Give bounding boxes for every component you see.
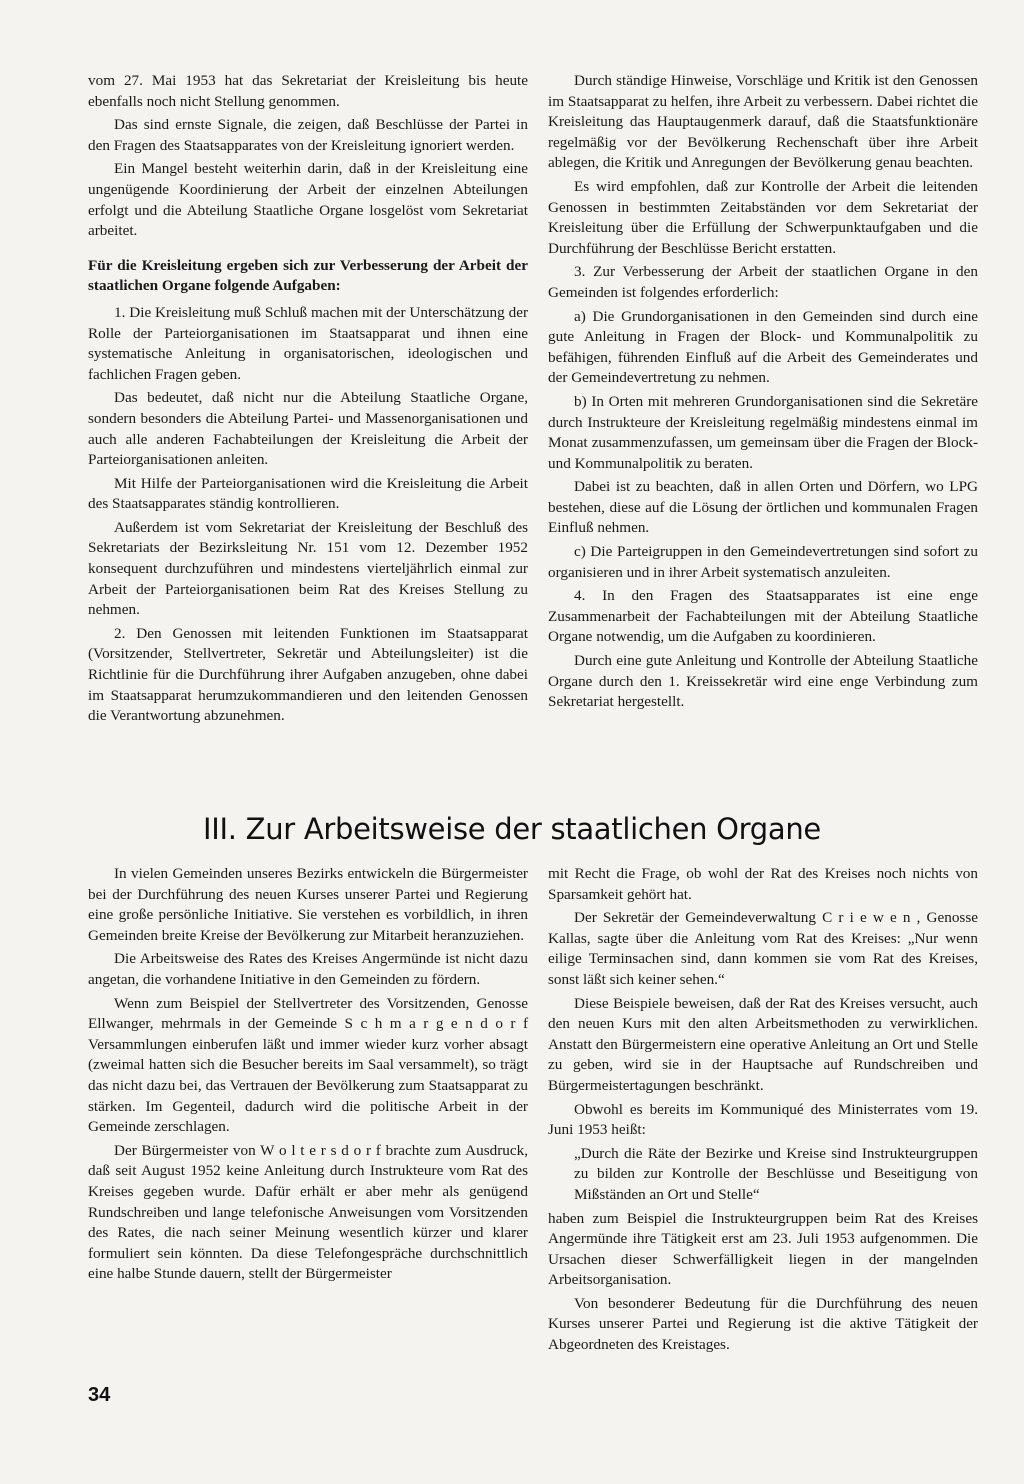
- paragraph: 2. Den Genossen mit leitenden Funktionen im Staatsapparat (Vorsitzender, Stellvertreter, Sekretär und Abteilungsleiter) ist die Richtlinie für die Durchführung ihrer Aufgaben anzugeben, ohne dabei im Staatsapparat herumzukommandieren und den leitenden Genossen die Verantwortung abzunehmen.: [88, 624, 528, 725]
- paragraph: 4. In den Fragen des Staatsapparates ist eine enge Zusammenarbeit der Fachabteilungen mit der Abteilung Staatliche Organe notwendig, um die Aufgaben zu koordinieren.: [548, 587, 978, 646]
- paragraph: 3. Zur Verbesserung der Arbeit der staatlichen Organe in den Gemeinden ist folgendes erforderlich:: [548, 263, 978, 301]
- paragraph: 1. Die Kreisleitung muß Schluß machen mit der Unterschätzung der Rolle der Parteiorganisationen im Staatsapparat und ihnen eine systematische Anleitung in organisatorischen, ideologischen und fachlichen Fragen geben.: [88, 303, 528, 383]
- paragraph: „Durch die Räte der Bezirke und Kreise sind Instrukteurgruppen zu bilden zur Kontrolle der Beschlüsse und Beseitigung von Mißständen an Ort und Stelle“: [574, 1144, 978, 1203]
- paragraph: haben zum Beispiel die Instrukteurgruppen beim Rat des Kreises Angermünde ihre Tätigkeit erst am 23. Juli 1953 aufgenommen. Die Ursachen dieser Schwerfälligkeit liegen in der mangelnden Arbeitsorganisation.: [548, 1209, 978, 1289]
- section-heading: III. Zur Arbeitsweise der staatlichen Organe: [203, 812, 821, 846]
- paragraph: Durch eine gute Anleitung und Kontrolle der Abteilung Staatliche Organe durch den 1. Kreissekretär wird eine enge Verbindung zum Sekretariat hergestellt.: [548, 652, 978, 711]
- paragraph: Es wird empfohlen, daß zur Kontrolle der Arbeit die leitenden Genossen in bestimmten Zeitabständen vor dem Sekretariat der Kreisleitung über die Erfüllung der Schwerpunktaufgaben und die Durchführung der Beschlüsse Bericht erstatten.: [548, 177, 978, 257]
- paragraph: Das sind ernste Signale, die zeigen, daß Beschlüsse der Partei in den Fragen des Staatsapparates von der Kreisleitung ignoriert werden.: [88, 116, 528, 154]
- paragraph: mit Recht die Frage, ob wohl der Rat des Kreises noch nichts von Sparsamkeit gehört hat.: [548, 865, 978, 903]
- paragraph: Mit Hilfe der Parteiorganisationen wird die Kreisleitung die Arbeit des Staatsapparates ständig kontrollieren.: [88, 474, 528, 513]
- paragraph: vom 27. Mai 1953 hat das Sekretariat der Kreisleitung bis heute ebenfalls noch nicht Stellung genommen.: [88, 72, 528, 110]
- paragraph: a) Die Grundorganisationen in den Gemeinden sind durch eine gute Anleitung in Fragen der Block- und Kommunalpolitik zu befähigen, führenden Einfluß auf die Arbeit des Gemeinderates und der Gemeindevertretung zu nehmen.: [548, 307, 978, 387]
- page-number: 34: [88, 1384, 111, 1406]
- paragraph: c) Die Parteigruppen in den Gemeindevertretungen sind sofort zu organisieren und in ihrer Arbeit systematisch anzuleiten.: [548, 543, 978, 581]
- paragraph: Durch ständige Hinweise, Vorschläge und Kritik ist den Genossen im Staatsapparat zu helfen, ihre Arbeit zu verbessern. Dabei richtet die Kreisleitung das Hauptaugenmerk darauf, daß die Staatsfunktionäre regelmäßig vor der Bevölkerung Rechenschaft über ihre Arbeit ablegen, die Kritik und Anregungen der Bevölkerung genau beachten.: [548, 72, 978, 172]
- paragraph: Der Sekretär der Gemeindeverwaltung C r i e w e n , Genosse Kallas, sagte über die Anleitung vom Rat des Kreises: „Nur wenn eilige Terminsachen sind, dann kommen sie vom Rat des Kreises, sonst läßt sich keiner sehen.“: [548, 909, 978, 988]
- paragraph: Der Bürgermeister von W o l t e r s d o r f brachte zum Ausdruck, daß seit August 1952 keine Anleitung durch Instrukteure vom Rat des Kreises gegeben wurde. Dafür erhält er aber mehr als genügend Rundschreiben und lange telefonische Anweisungen vom Vorsitzenden des Rates, die nach seiner Meinung wesentlich kürzer und klarer formuliert sein könnten. Da diese Telefongespräche durchschnittlich eine halbe Stunde dauern, stellt der Bürgermeister: [88, 1141, 528, 1283]
- paragraph: Dabei ist zu beachten, daß in allen Orten und Dörfern, wo LPG bestehen, diese auf die Lösung der örtlichen und kommunalen Fragen Einfluß nehmen.: [548, 478, 978, 537]
- paragraph: Ein Mangel besteht weiterhin darin, daß in der Kreisleitung eine ungenügende Koordinierung der Arbeit der einzelnen Abteilungen erfolgt und die Abteilung Staatliche Organe losgelöst vom Sekretariat arbeitet.: [88, 160, 528, 240]
- paragraph: Obwohl es bereits im Kommuniqué des Ministerrates vom 19. Juni 1953 heißt:: [548, 1100, 978, 1139]
- column-bottom-left: [88, 864, 528, 1288]
- paragraph: Wenn zum Beispiel der Stellvertreter des Vorsitzenden, Genosse Ellwanger, mehrmals in der Gemeinde S c h m a r g e n d o r f Versammlungen einberufen läßt und immer wieder kurz vorher absagt (zweimal hatten sich die Besucher bereits im Saal versammelt), so trägt das nicht dazu bei, das Vertrauen der Bevölkerung zum Staatsapparat zu stärken. Im Gegenteil, dadurch wird die politische Arbeit in der Gemeinde zerschlagen.: [88, 994, 528, 1136]
- paragraph: Von besonderer Bedeutung für die Durchführung des neuen Kurses unserer Partei und Regierung ist die aktive Tätigkeit der Abgeordneten des Kreistages.: [548, 1294, 978, 1354]
- paragraph: b) In Orten mit mehreren Grundorganisationen sind die Sekretäre durch Instrukteure der Kreisleitung regelmäßig mindestens einmal im Monat zusammenzufassen, um gemeinsam über die Fragen der Block- und Kommunalpolitik zu beraten.: [548, 392, 978, 472]
- paragraph: In vielen Gemeinden unseres Bezirks entwickeln die Bürgermeister bei der Durchführung des neuen Kurses unserer Partei und Regierung eine große persönliche Initiative. Sie verstehen es vorbildlich, in ihren Gemeinden breite Kreise der Bevölkerung zur Mitarbeit heranzuziehen.: [88, 865, 528, 944]
- paragraph: Die Arbeitsweise des Rates des Kreises Angermünde ist nicht dazu angetan, die vorhandene Initiative in den Gemeinden zu fördern.: [88, 950, 528, 988]
- paragraph: Diese Beispiele beweisen, daß der Rat des Kreises versucht, auch den neuen Kurs mit den alten Arbeitsmethoden zu verwirklichen. Anstatt den Bürgermeistern eine operative Anleitung an Ort und Stelle zu geben, wird sie in der Hauptsache auf Rundschreiben und Bürgermeistertagungen beschränkt.: [548, 994, 978, 1094]
- column-top-right: [548, 71, 978, 716]
- column-bottom-right: [548, 864, 978, 1359]
- paragraph: Für die Kreisleitung ergeben sich zur Verbesserung der Arbeit der staatlichen Organe folgende Aufgaben:: [88, 256, 528, 295]
- paragraph: Das bedeutet, daß nicht nur die Abteilung Staatliche Organe, sondern besonders die Abteilung Partei- und Massenorganisationen und auch alle anderen Fachabteilungen der Kreisleitung die Arbeit der Parteiorganisationen anleiten.: [88, 389, 528, 469]
- column-top-left: [88, 71, 528, 730]
- paragraph: Außerdem ist vom Sekretariat der Kreisleitung der Beschluß des Sekretariats der Bezirksleitung Nr. 151 vom 12. Dezember 1952 konsequent durchzuführen und mindestens vierteljährlich einmal zur Arbeit der Parteiorganisationen beim Rat des Kreises Stellung zu nehmen.: [88, 518, 528, 619]
